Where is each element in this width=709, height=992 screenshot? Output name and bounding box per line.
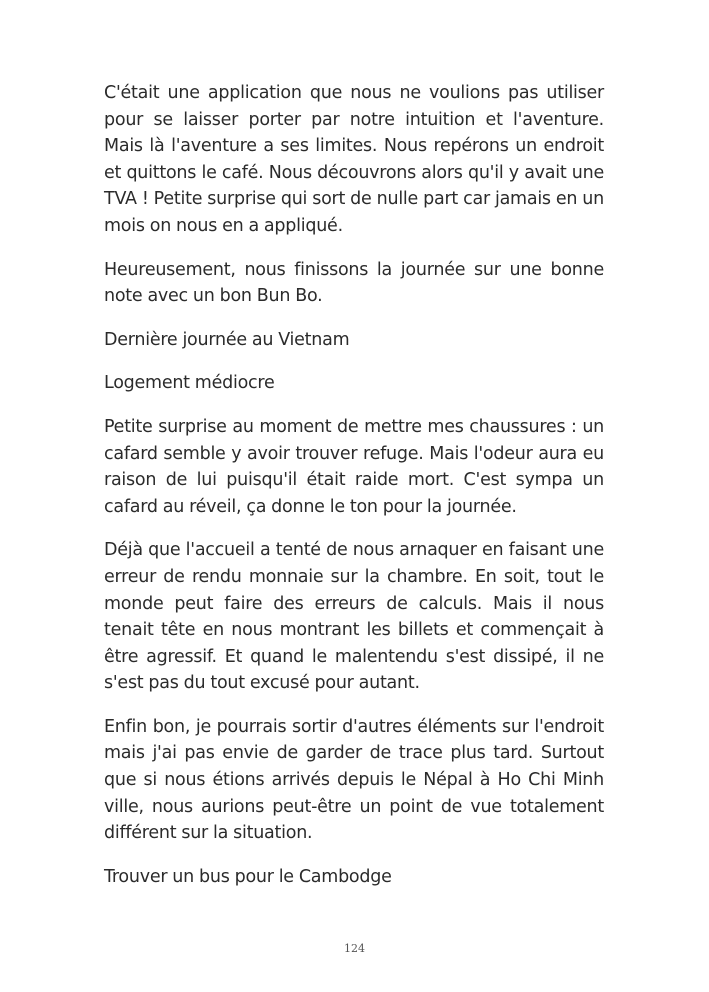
page-number: 124 xyxy=(344,942,365,955)
paragraph-enfin-bon: Enfin bon, je pourrais sortir d'autres éléments sur l'endroit mais j'ai pas envie de garder de trace plus tard. Surtout que si nous étions arrivés depuis le Népal à Ho Chi Minh ville, nous aurions peut-être un point de vue totalement différent sur la situation. xyxy=(104,716,604,844)
paragraph-application: C'était une application que nous ne voulions pas utiliser pour se laisser porter par notre intuition et l'aventure. Mais là l'aventure a ses limites. Nous repérons un endroit et quittons le café. Nous découvrons alors qu'il y avait une TVA ! Petite surprise qui sort de nulle part car jamais en un mois on nous en a appliqué. xyxy=(104,83,604,236)
page-body xyxy=(104,80,604,907)
heading-derniere-journee: Dernière journée au Vietnam xyxy=(104,329,350,350)
heading-bus-cambodge: Trouver un bus pour le Cambodge xyxy=(104,866,392,887)
paragraph-cafard: Petite surprise au moment de mettre mes chaussures : un cafard semble y avoir trouver refuge. Mais l'odeur aura eu raison de lui puisqu'il était raide mort. C'est sympa un cafard au réveil, ça donne le ton pour la journée. xyxy=(104,416,604,517)
heading-logement: Logement médiocre xyxy=(104,373,275,394)
paragraph-accueil: Déjà que l'accueil a tenté de nous arnaquer en faisant une erreur de rendu monnaie sur la chambre. En soit, tout le monde peut faire des erreurs de calculs. Mais il nous tenait tête en nous montrant les billets et commençait à être agressif. Et quand le malentendu s'est dissipé, il ne s'est pas du tout excusé pour autant. xyxy=(104,540,604,694)
paragraph-bun-bo: Heureusement, nous finissons la journée sur une bonne note avec un bon Bun Bo. xyxy=(104,259,604,307)
